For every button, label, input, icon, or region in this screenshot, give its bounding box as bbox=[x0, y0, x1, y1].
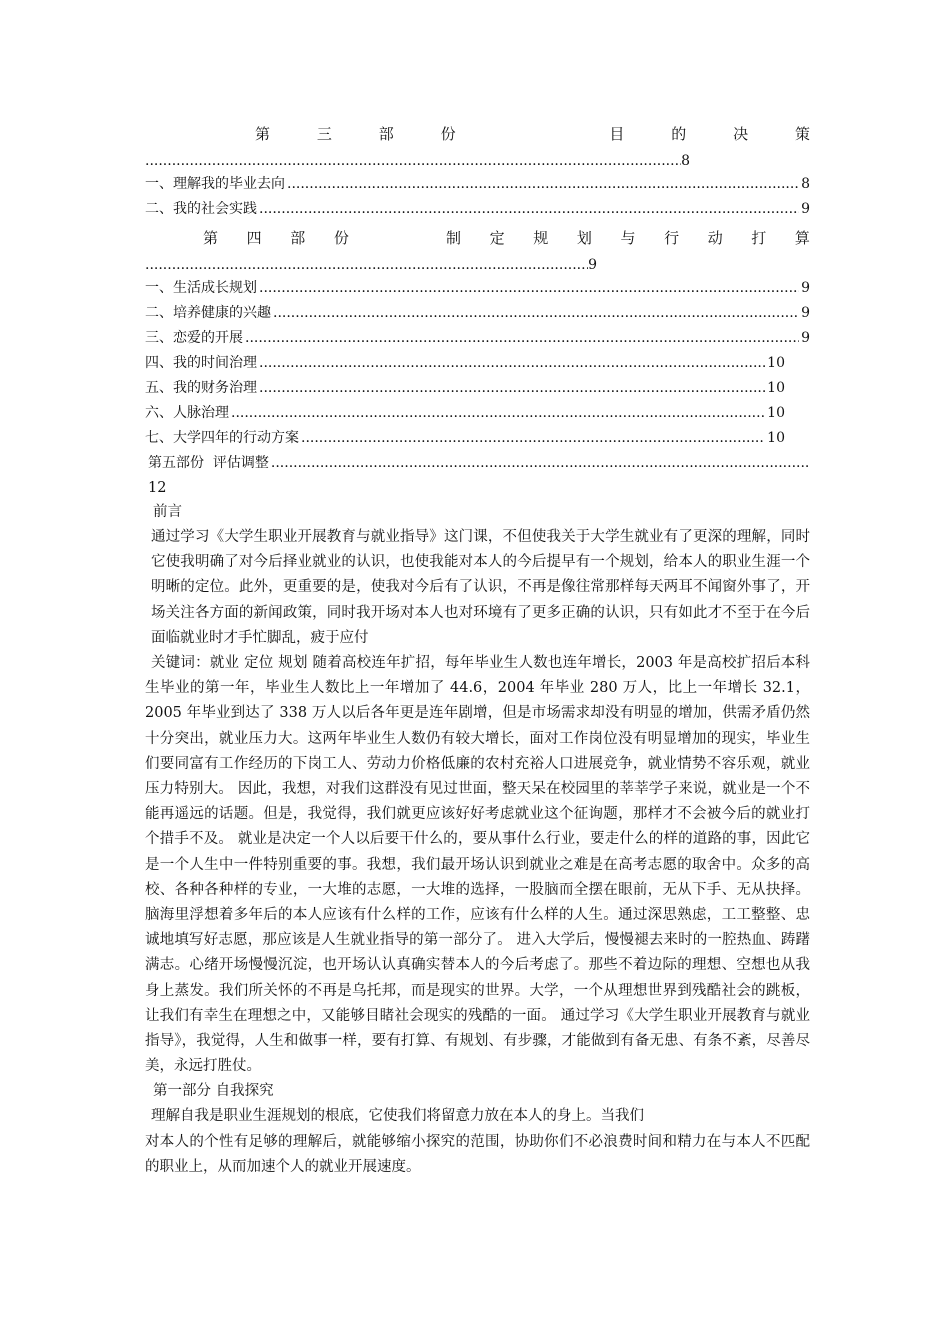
toc-part4-char: 部 bbox=[290, 229, 306, 247]
part1-heading: 第一部分 自我探究 bbox=[153, 1083, 274, 1100]
toc-entry[interactable]: 七、大学四年的行动方案 ..... 10 bbox=[145, 426, 785, 451]
toc-part4-char: 打 bbox=[751, 229, 767, 247]
toc-part3-title bbox=[145, 118, 810, 150]
toc-part3-char: 目 bbox=[609, 125, 625, 143]
toc-part4-leader bbox=[145, 254, 597, 276]
part1-first-line: 理解自我是职业生涯规划的根底，它使我们将留意力放在本人的身上。当我们 bbox=[151, 1108, 644, 1125]
document-page bbox=[145, 118, 810, 1180]
toc-entry-part5[interactable]: 第五部份 评估调整 ..... bbox=[145, 451, 810, 476]
toc-part4-char: 与 bbox=[620, 229, 636, 247]
toc-part4-char: 份 bbox=[333, 229, 349, 247]
toc-part3-char: 三 bbox=[316, 125, 332, 143]
toc-part4-title bbox=[145, 222, 810, 254]
toc-part4-char: 划 bbox=[576, 229, 592, 247]
toc-part5-page: 12 bbox=[148, 480, 167, 496]
toc-entry[interactable]: 二、我的社会实践 ..... 9 bbox=[145, 197, 810, 222]
toc-part4-char: 定 bbox=[489, 229, 505, 247]
toc-entry[interactable]: 六、人脉治理 ..... 10 bbox=[145, 401, 785, 426]
toc-entry[interactable]: 二、培养健康的兴趣 ..... 9 bbox=[145, 301, 810, 326]
part1-paragraph: 对本人的个性有足够的理解后，就能够缩小探究的范围，协助你们不必浪费时间和精力在与本人不匹配的职业上，从而加速个人的就业开展速度。 bbox=[145, 1133, 810, 1175]
toc-part4-char: 制 bbox=[446, 229, 462, 247]
toc-part3-leader bbox=[145, 150, 690, 172]
keywords-paragraph: 关键词：就业 定位 规划 随着高校连年扩招，每年毕业生人数也连年增长，2003 年是高校扩招后本科生毕业的第一年，毕业生人数比上一年增加了 44.6，2004 年毕业 280 万人，比上一年增长 32.1，2005 年毕业到达了 338 万人以后各年更是连年剧增，但是市场需求却没有明显的增加，供需矛盾仍然十分突出，就业压力大。这两年毕业生人数仍有较大增长，面对工作岗位没有明显增加的现实，毕业生们要同富有工作经历的下岗工人、劳动力价格低廉的农村充裕人口进展竞争，就业情势不容乐观，就业压力特别大。 因此，我想，对我们这群没有见过世面，整天呆在校园里的莘莘学子来说，就业是一个不能再遥远的话题。但是，我觉得，我们就更应该好好考虑就业这个征询题，那样才不会被今后的就业打个措手不及。 就业是决定一个人以后要干什么的，要从事什么行业，要走什么的样的道路的事，因此它是一个人生中一件特别重要的事。我想，我们最开场认识到就业之难是在高考志愿的取舍中。众多的高校、各种各种样的专业，一大堆的志愿，一大堆的选择，一股脑而全摆在眼前，无从下手、无从抉择。脑海里浮想着多年后的本人应该有什么样的工作，应该有什么样的人生。通过深思熟虑，工工整整、忠诚地填写好志愿，那应该是人生就业指导的第一部分了。 进入大学后，慢慢褪去来时的一腔热血、踌躇满志。心绪开场慢慢沉淀，也开场认认真确实替本人的今后考虑了。那些不着边际的理想、空想也从我身上蒸发。我们所关怀的不再是乌托邦，而是现实的世界。大学，一个从理想世界到残酷社会的跳板，让我们有幸生在理想之中，又能够目睹社会现实的残酷的一面。 通过学习《大学生职业开展教育与就业指导》，我觉得，人生和做事一样，要有打算、有规划、有步骤，才能做到有备无患、有条不紊，尽善尽美，永远打胜仗。 bbox=[145, 655, 810, 1075]
toc-part4-char: 四 bbox=[246, 229, 262, 247]
toc-entry[interactable]: 三、恋爱的开展 ..... 9 bbox=[145, 326, 810, 351]
toc-part3-char: 的 bbox=[671, 125, 687, 143]
toc-entry[interactable]: 一、生活成长规划 ..... 9 bbox=[145, 276, 810, 301]
toc-part3-char: 决 bbox=[733, 125, 749, 143]
toc-part3-char: 份 bbox=[440, 125, 456, 143]
toc-part4-char: 算 bbox=[794, 229, 810, 247]
toc-part4-char: 行 bbox=[664, 229, 680, 247]
toc-entry[interactable]: 一、理解我的毕业去向 ..... 8 bbox=[145, 172, 810, 197]
toc-part3-page: 8 bbox=[681, 153, 690, 169]
toc-entry[interactable]: 五、我的财务治理 ..... 10 bbox=[145, 376, 785, 401]
toc-part4-char: 动 bbox=[707, 229, 723, 247]
toc-part3-char: 策 bbox=[794, 125, 810, 143]
toc-part4-page: 9 bbox=[588, 257, 597, 273]
toc-part4-char: 第 bbox=[203, 229, 219, 247]
toc-part3-char: 部 bbox=[378, 125, 394, 143]
toc-entry[interactable]: 四、我的时间治理 ..... 10 bbox=[145, 351, 785, 376]
preface-paragraph: 通过学习《大学生职业开展教育与就业指导》这门课，不但使我关于大学生就业有了更深的理解，同时它使我明确了对今后择业就业的认识，也使我能对本人的今后提早有一个规划，给本人的职业生涯一个明晰的定位。此外，更重要的是，使我对今后有了认识，不再是像往常那样每天两耳不闻窗外事了，开场关注各方面的新闻政策，同时我开场对本人也对环境有了更多正确的认识，只有如此才不至于在今后面临就业时才手忙脚乱，疲于应付 bbox=[151, 529, 810, 646]
toc-part3-char: 第 bbox=[255, 125, 271, 143]
toc-part4-char: 规 bbox=[533, 229, 549, 247]
preface-heading: 前言 bbox=[153, 504, 182, 520]
